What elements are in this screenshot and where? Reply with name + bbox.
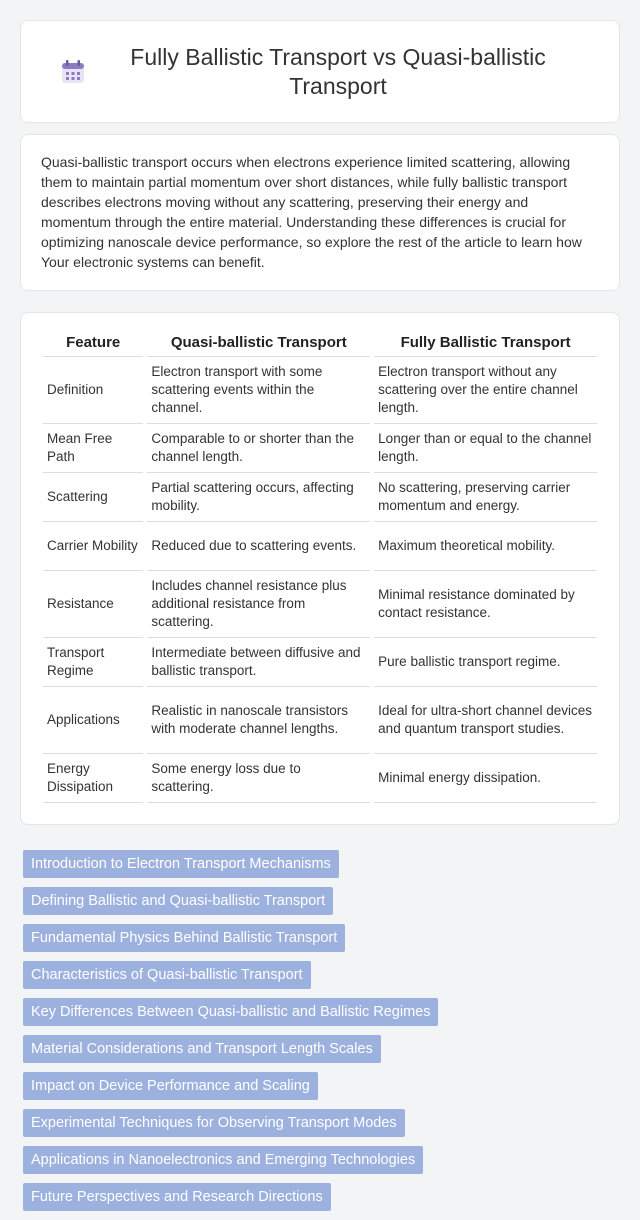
page-title: Fully Ballistic Transport vs Quasi-ballistic Transport xyxy=(130,43,546,99)
comparison-table-card xyxy=(20,312,620,825)
table-row xyxy=(43,687,597,754)
cell-fully-ballistic: Pure ballistic transport regime. xyxy=(374,638,597,687)
cell-feature: Transport Regime xyxy=(43,638,143,687)
topic-link[interactable]: Key Differences Between Quasi-ballistic and Ballistic Regimes xyxy=(23,998,438,1026)
table-row xyxy=(43,638,597,687)
cell-feature: Mean Free Path xyxy=(43,424,143,473)
cell-quasi-ballistic: Electron transport with some scattering events within the channel. xyxy=(147,357,370,424)
cell-quasi-ballistic: Intermediate between diffusive and ballistic transport. xyxy=(147,638,370,687)
topic-link[interactable]: Defining Ballistic and Quasi-ballistic Transport xyxy=(23,887,333,915)
topic-link[interactable]: Applications in Nanoelectronics and Emerging Technologies xyxy=(23,1146,423,1174)
topic-links xyxy=(23,850,583,1220)
header-fully-ballistic: Fully Ballistic Transport xyxy=(374,329,597,357)
cell-feature: Carrier Mobility xyxy=(43,522,143,571)
cell-fully-ballistic: Longer than or equal to the channel length. xyxy=(374,424,597,473)
topic-link[interactable]: Introduction to Electron Transport Mechanisms xyxy=(23,850,339,878)
topic-link[interactable]: Material Considerations and Transport Length Scales xyxy=(23,1035,381,1063)
cell-fully-ballistic: Ideal for ultra-short channel devices and quantum transport studies. xyxy=(374,687,597,754)
header-feature: Feature xyxy=(43,329,143,357)
calendar-icon xyxy=(60,59,86,85)
cell-quasi-ballistic: Realistic in nanoscale transistors with moderate channel lengths. xyxy=(147,687,370,754)
topic-link[interactable]: Experimental Techniques for Observing Transport Modes xyxy=(23,1109,405,1137)
cell-quasi-ballistic: Includes channel resistance plus additional resistance from scattering. xyxy=(147,571,370,638)
cell-fully-ballistic: No scattering, preserving carrier momentum and energy. xyxy=(374,473,597,522)
cell-quasi-ballistic: Reduced due to scattering events. xyxy=(147,522,370,571)
table-row xyxy=(43,424,597,473)
cell-fully-ballistic: Minimal energy dissipation. xyxy=(374,754,597,803)
table-row xyxy=(43,522,597,571)
table-row xyxy=(43,754,597,803)
cell-fully-ballistic: Minimal resistance dominated by contact resistance. xyxy=(374,571,597,638)
topic-link[interactable]: Characteristics of Quasi-ballistic Transport xyxy=(23,961,311,989)
topic-link[interactable]: Fundamental Physics Behind Ballistic Transport xyxy=(23,924,345,952)
intro-card xyxy=(20,134,620,291)
title-card xyxy=(20,20,620,123)
cell-feature: Applications xyxy=(43,687,143,754)
topic-link[interactable]: Impact on Device Performance and Scaling xyxy=(23,1072,318,1100)
table-header-row xyxy=(43,329,597,357)
intro-text: Quasi-ballistic transport occurs when electrons experience limited scattering, allowing them to maintain partial momentum over short distances, while fully ballistic transport describes electrons moving without any scattering, preserving their energy and momentum through the entire material. Understanding these differences is crucial for optimizing nanoscale device performance, so explore the rest of the article to learn how Your electronic systems can benefit. xyxy=(41,154,582,270)
header-quasi-ballistic: Quasi-ballistic Transport xyxy=(147,329,370,357)
comparison-table xyxy=(39,329,601,803)
cell-feature: Resistance xyxy=(43,571,143,638)
table-row xyxy=(43,357,597,424)
cell-feature: Definition xyxy=(43,357,143,424)
cell-fully-ballistic: Electron transport without any scattering over the entire channel length. xyxy=(374,357,597,424)
table-row xyxy=(43,571,597,638)
cell-feature: Scattering xyxy=(43,473,143,522)
cell-quasi-ballistic: Some energy loss due to scattering. xyxy=(147,754,370,803)
topic-link[interactable]: Future Perspectives and Research Directions xyxy=(23,1183,331,1211)
table-row xyxy=(43,473,597,522)
cell-quasi-ballistic: Comparable to or shorter than the channel length. xyxy=(147,424,370,473)
cell-fully-ballistic: Maximum theoretical mobility. xyxy=(374,522,597,571)
cell-feature: Energy Dissipation xyxy=(43,754,143,803)
cell-quasi-ballistic: Partial scattering occurs, affecting mobility. xyxy=(147,473,370,522)
